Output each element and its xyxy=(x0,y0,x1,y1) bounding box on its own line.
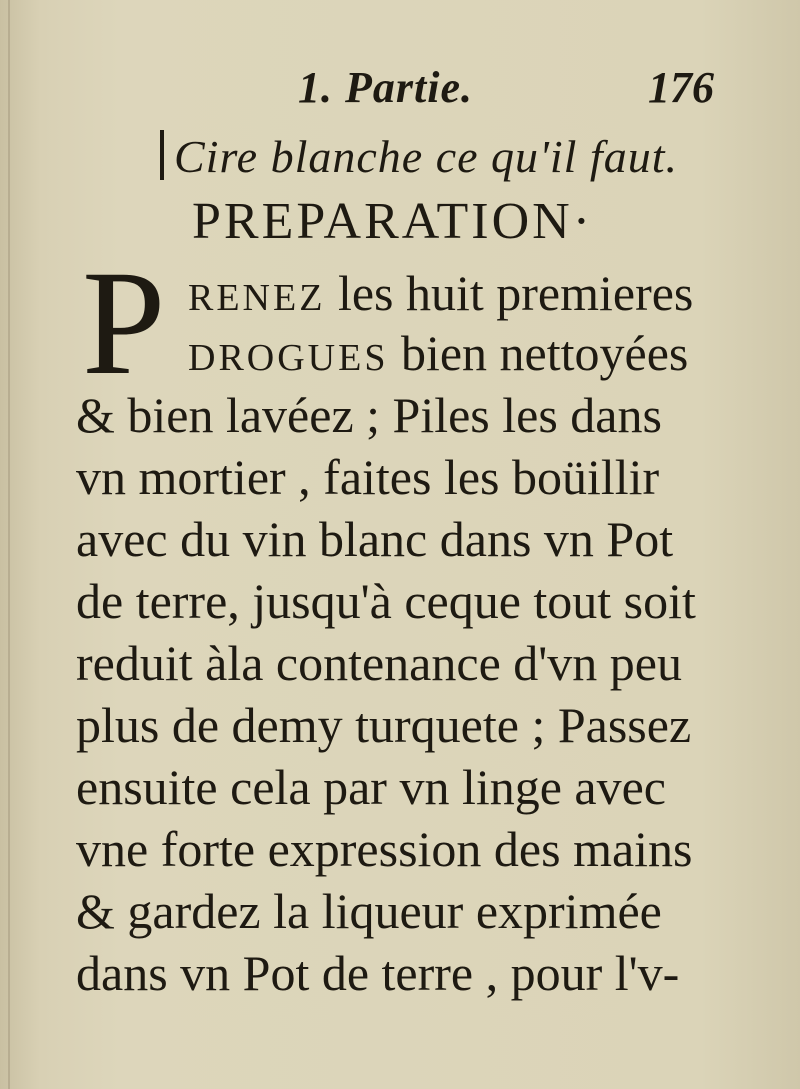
drop-cap: P xyxy=(82,240,166,406)
smallcaps-word: DROGUES xyxy=(188,337,389,379)
text-line: avec du vin blanc dans vn Pot xyxy=(76,511,674,567)
part-title: 1. Partie. xyxy=(298,63,473,112)
text-line: de terre, jusqu'à ceque tout soit xyxy=(76,573,696,629)
ingredient-line xyxy=(160,130,678,183)
text-line xyxy=(188,322,688,384)
text-line xyxy=(188,262,693,324)
text-line: plus de demy turquete ; Passez xyxy=(76,697,692,753)
running-header xyxy=(0,62,800,122)
text-line: reduit àla contenance d'vn peu xyxy=(76,635,682,691)
text-line: vne forte expression des mains xyxy=(76,821,693,877)
text-line: & gardez la liqueur exprimée xyxy=(76,883,662,939)
page-number: 176 xyxy=(648,63,714,112)
text-line: vn mortier , faites les boüillir xyxy=(76,449,660,505)
text-line: & bien lavéez ; Piles les dans xyxy=(76,387,662,443)
page-gutter xyxy=(8,0,10,1089)
line-text: les huit premieres xyxy=(325,265,694,321)
ingredient-text: Cire blanche ce qu'il faut. xyxy=(174,131,678,182)
line-text: bien nettoyées xyxy=(388,325,689,381)
smallcaps-word: RENEZ xyxy=(188,277,326,319)
bracket-mark xyxy=(160,130,164,180)
section-heading: PREPARATION· xyxy=(192,193,594,250)
text-line: ensuite cela par vn linge avec xyxy=(76,759,666,815)
text-line: dans vn Pot de terre , pour l'v- xyxy=(76,945,680,1001)
